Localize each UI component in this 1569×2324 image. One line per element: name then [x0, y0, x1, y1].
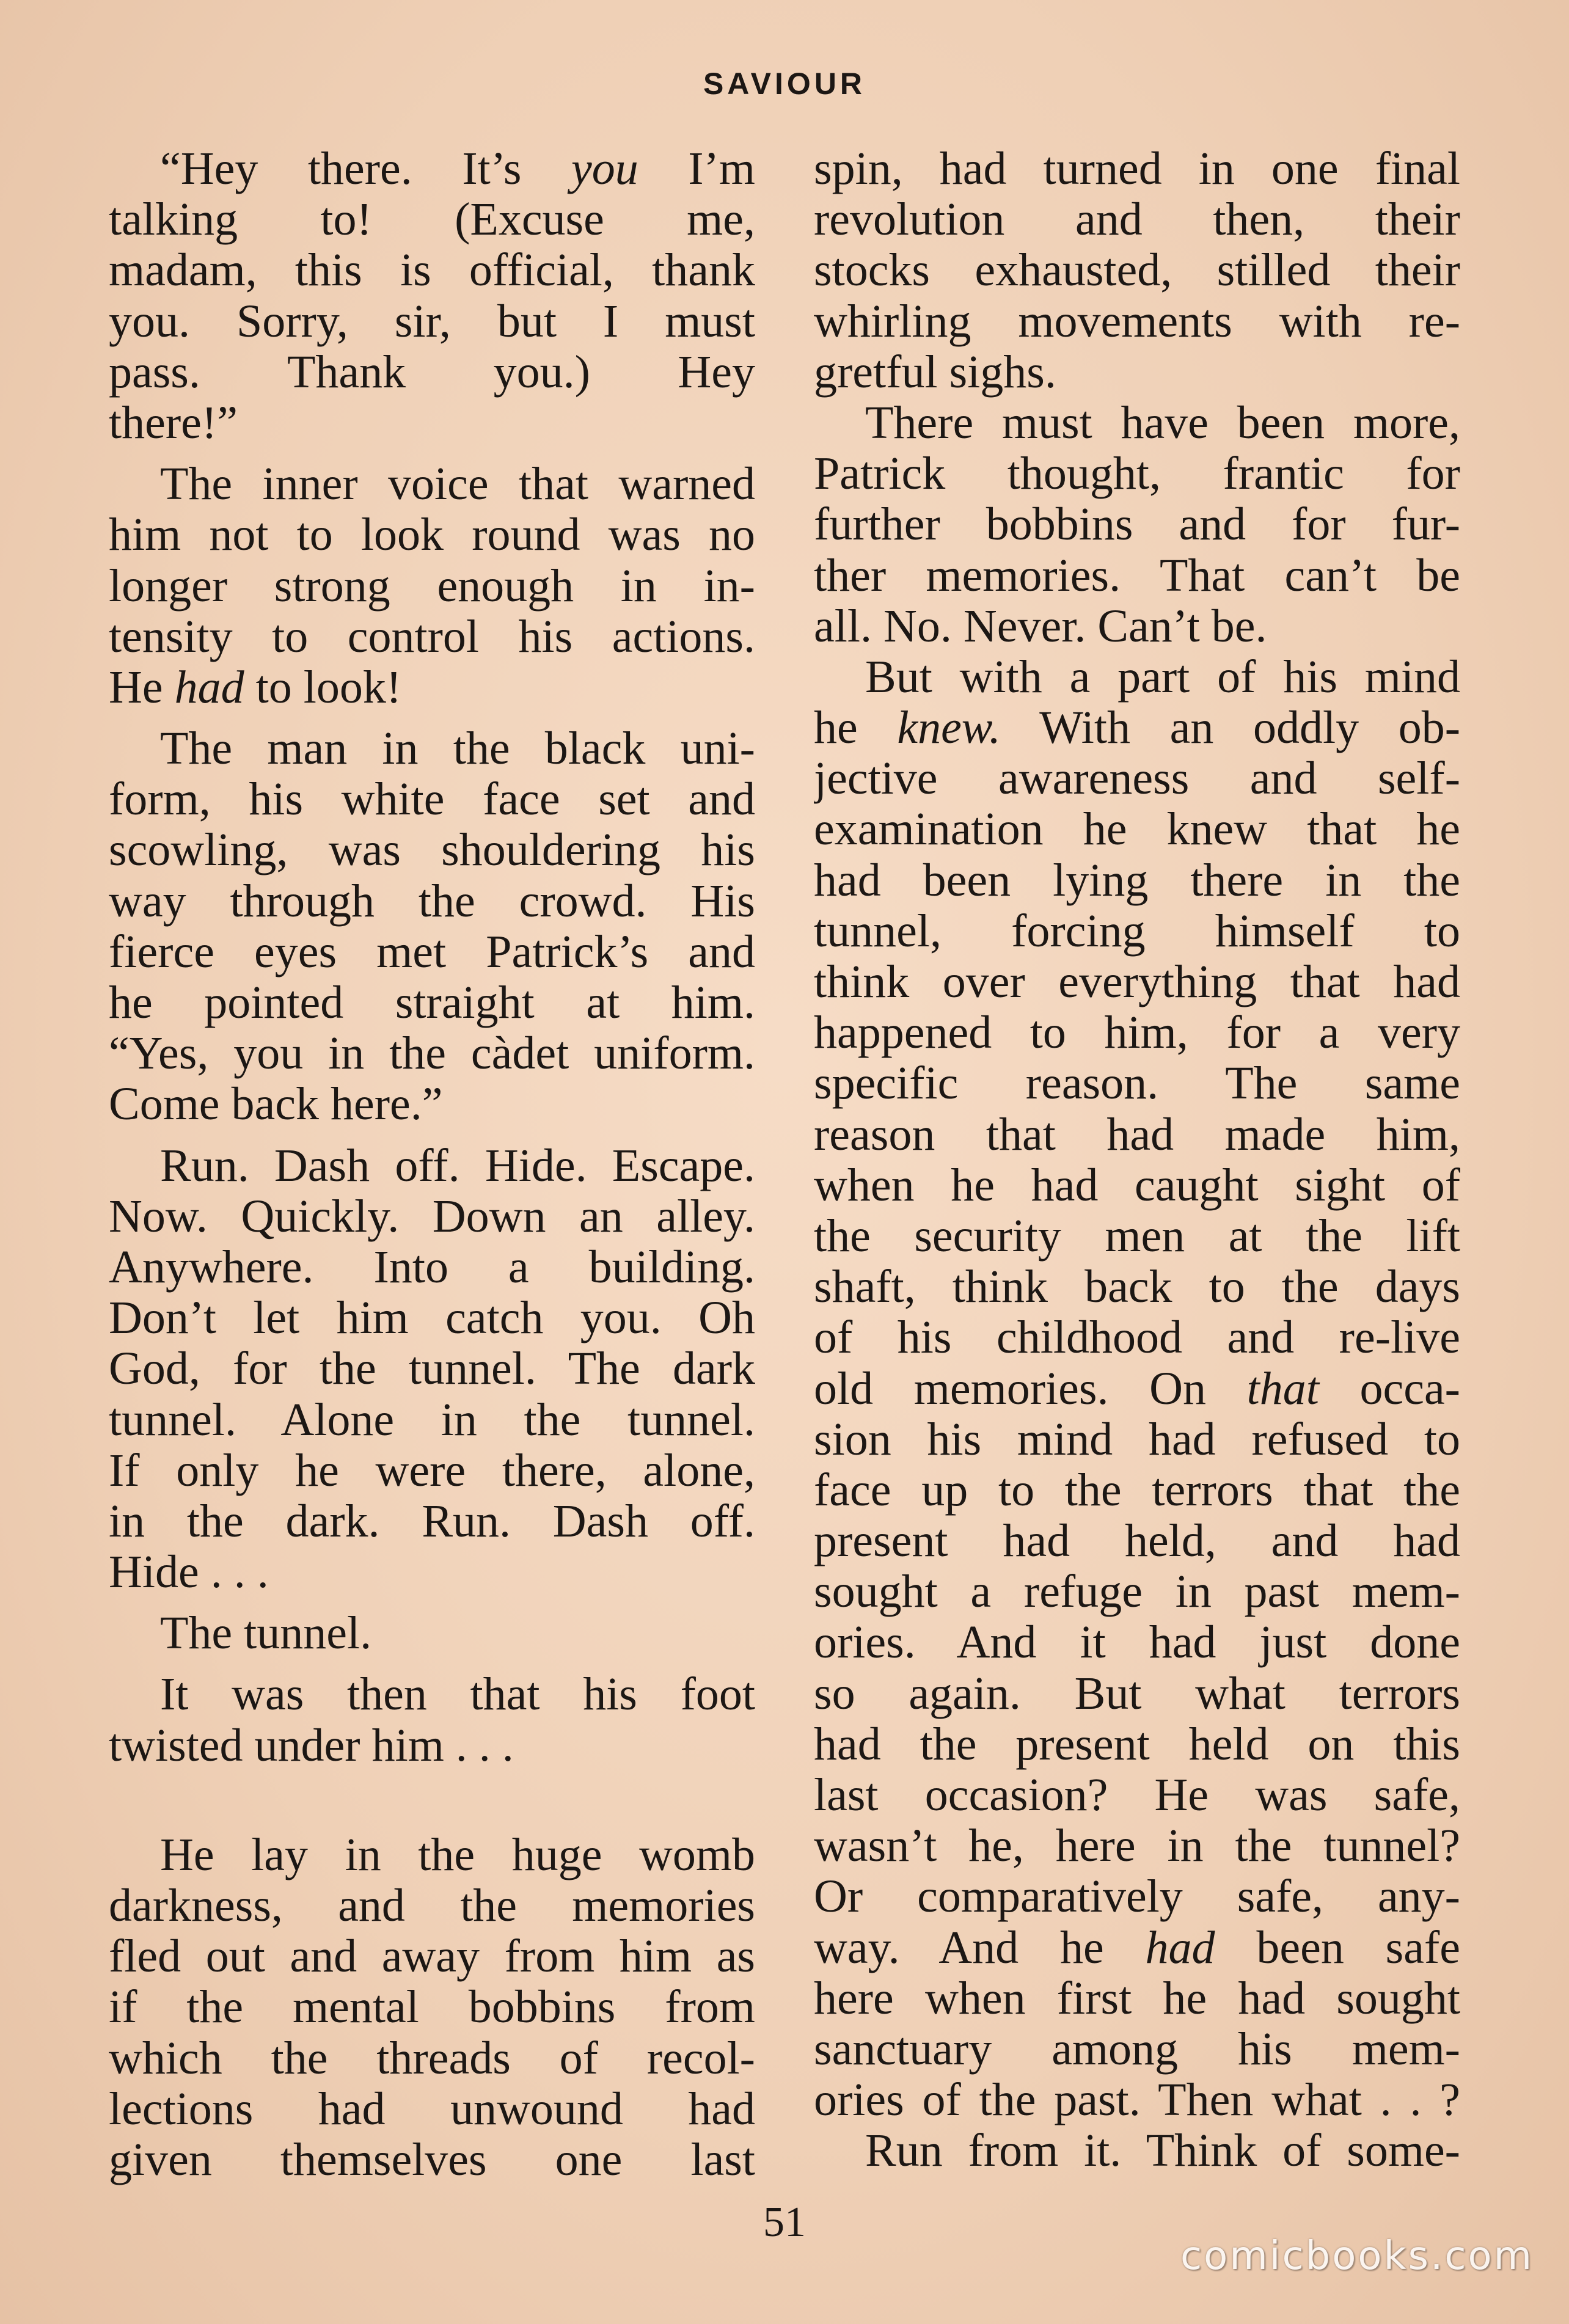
- text-line: face up to the terrors that the: [814, 1464, 1460, 1516]
- text-line: when he had caught sight of: [814, 1160, 1460, 1211]
- text-line: “Hey there. It’s you I’m: [160, 144, 755, 194]
- paragraph-break: [109, 448, 755, 459]
- text-line: examination he knew that he: [814, 804, 1460, 855]
- text-line: Don’t let him catch you. Oh: [109, 1293, 755, 1344]
- text-line: fierce eyes met Patrick’s and: [109, 926, 755, 977]
- text-line: Hide . . .: [109, 1547, 269, 1598]
- section-break: [109, 1771, 755, 1830]
- text-line: last occasion? He was safe,: [814, 1770, 1460, 1821]
- text-line: Run from it. Think of some-: [865, 2125, 1460, 2177]
- text-line: way. And he had been safe: [814, 1922, 1460, 1973]
- text-line: Now. Quickly. Down an alley.: [109, 1191, 755, 1242]
- text-line: Patrick thought, frantic for: [814, 448, 1460, 500]
- watermark: comicbooks.com: [1180, 2234, 1534, 2279]
- text-line: The man in the black uni-: [160, 723, 755, 775]
- text-line: if the mental bobbins from: [109, 1982, 755, 2033]
- text-line: of his childhood and re-live: [814, 1312, 1460, 1364]
- text-line: revolution and then, their: [814, 194, 1460, 246]
- text-line: him not to look round was no: [109, 510, 755, 561]
- text-line: shaft, think back to the days: [814, 1262, 1460, 1313]
- text-line: fled out and away from him as: [109, 1931, 755, 1982]
- text-line: He had to look!: [109, 662, 402, 713]
- text-line: It was then that his foot: [160, 1669, 755, 1720]
- text-line: specific reason. The same: [814, 1058, 1460, 1109]
- text-line: longer strong enough in in-: [109, 560, 755, 612]
- text-line: jective awareness and self-: [814, 753, 1460, 805]
- text-line: pass. Thank you.) Hey: [109, 346, 755, 398]
- text-line: There must have been more,: [865, 397, 1460, 448]
- text-line: tensity to control his actions.: [109, 611, 755, 662]
- text-line: here when first he had sought: [814, 1973, 1460, 2024]
- text-line: way through the crowd. His: [109, 875, 755, 927]
- text-line: scowling, was shouldering his: [109, 825, 755, 876]
- text-line: darkness, and the memories: [109, 1880, 755, 1931]
- text-line: so again. But what terrors: [814, 1668, 1460, 1719]
- text-line: think over everything that had: [814, 957, 1460, 1007]
- text-line: ories. And it had just done: [814, 1617, 1460, 1668]
- text-line: Anywhere. Into a building.: [109, 1241, 755, 1293]
- text-line: spin, had turned in one final: [814, 144, 1460, 194]
- text-line: gretful sighs.: [814, 346, 1056, 398]
- paragraph-break: [109, 1598, 755, 1608]
- text-line: madam, this is official, thank: [109, 245, 755, 296]
- text-line: God, for the tunnel. The dark: [109, 1343, 755, 1395]
- text-line: ories of the past. Then what . . ?: [814, 2075, 1460, 2126]
- text-line: tunnel, forcing himself to: [814, 905, 1460, 957]
- text-line: form, his white face set and: [109, 774, 755, 825]
- text-line: he knew. With an oddly ob-: [814, 703, 1460, 754]
- text-line: reason that had made him,: [814, 1109, 1460, 1160]
- text-line: further bobbins and for fur-: [814, 499, 1460, 550]
- page-number: 51: [763, 2199, 806, 2246]
- text-line: in the dark. Run. Dash off.: [109, 1496, 755, 1547]
- text-line: there!”: [109, 397, 238, 448]
- text-line: talking to! (Excuse me,: [109, 194, 755, 246]
- text-line: Run. Dash off. Hide. Escape.: [160, 1140, 755, 1191]
- text-line: sanctuary among his mem-: [814, 2023, 1460, 2075]
- text-line: ther memories. That can’t be: [814, 550, 1460, 601]
- text-line: present had held, and had: [814, 1516, 1460, 1567]
- text-line: lections had unwound had: [109, 2083, 755, 2135]
- right-text-column: [814, 144, 1460, 2177]
- text-line: But with a part of his mind: [865, 651, 1460, 703]
- text-line: old memories. On that occa-: [814, 1363, 1460, 1414]
- text-line: He lay in the huge womb: [160, 1829, 755, 1880]
- text-line: sion his mind had refused to: [814, 1414, 1460, 1465]
- paragraph-break: [109, 713, 755, 723]
- text-line: you. Sorry, sir, but I must: [109, 296, 755, 347]
- text-line: “Yes, you in the càdet uniform.: [109, 1028, 755, 1080]
- text-line: The inner voice that warned: [160, 459, 755, 510]
- text-line: The tunnel.: [160, 1608, 372, 1659]
- left-text-column: [109, 144, 755, 2185]
- text-line: Come back here.”: [109, 1079, 443, 1130]
- text-line: had the present held on this: [814, 1719, 1460, 1770]
- text-line: stocks exhausted, stilled their: [814, 245, 1460, 296]
- text-line: tunnel. Alone in the tunnel.: [109, 1394, 755, 1445]
- text-line: Or comparatively safe, any-: [814, 1871, 1460, 1923]
- text-line: sought a refuge in past mem-: [814, 1566, 1460, 1618]
- text-line: he pointed straight at him.: [109, 977, 755, 1028]
- text-line: all. No. Never. Can’t be.: [814, 601, 1267, 652]
- text-line: twisted under him . . .: [109, 1720, 514, 1771]
- text-line: the security men at the lift: [814, 1210, 1460, 1262]
- text-line: given themselves one last: [109, 2134, 755, 2185]
- text-line: wasn’t he, here in the tunnel?: [814, 1821, 1460, 1872]
- text-line: happened to him, for a very: [814, 1007, 1460, 1059]
- text-line: which the threads of recol-: [109, 2033, 755, 2084]
- text-line: whirling movements with re-: [814, 296, 1460, 347]
- text-line: If only he were there, alone,: [109, 1445, 755, 1496]
- running-head: SAVIOUR: [703, 67, 866, 101]
- text-line: had been lying there in the: [814, 855, 1460, 906]
- paragraph-break: [109, 1130, 755, 1141]
- paragraph-break: [109, 1659, 755, 1669]
